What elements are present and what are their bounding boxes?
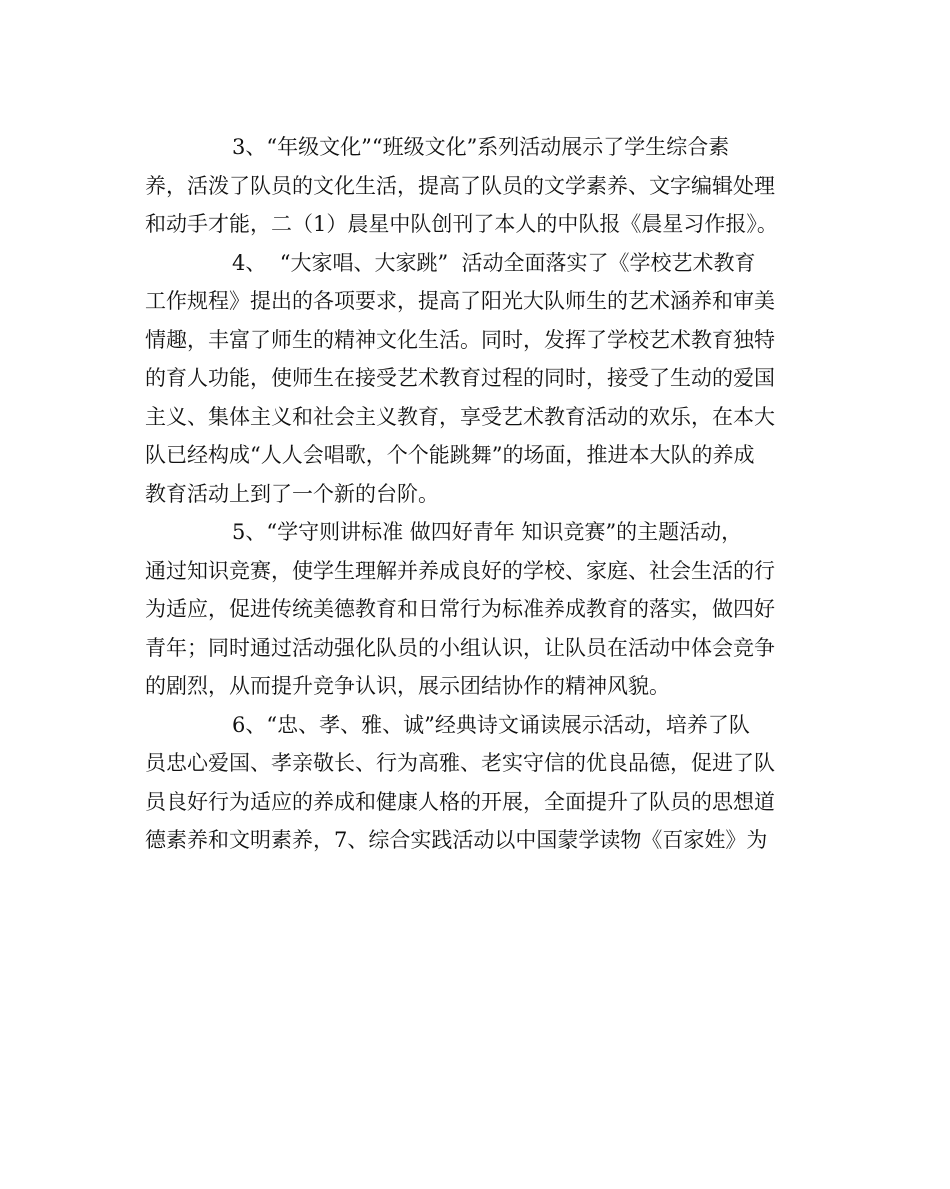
paragraph-line: 德素养和文明素养，7、综合实践活动以中国蒙学读物《百家姓》为 — [145, 828, 768, 852]
document-body — [145, 128, 805, 860]
paragraph-line: 为适应，促进传统美德教育和日常行为标准养成教育的落实，做四好 — [145, 597, 775, 621]
paragraph-line: 通过知识竞赛，使学生理解并养成良好的学校、家庭、社会生活的行 — [145, 558, 775, 583]
paragraph-line: 6、“忠、孝、雅、诚”经典诗文诵读展示活动，培养了队 — [232, 712, 750, 737]
paragraph-line: 员忠心爱国、孝亲敬长、行为高雅、老实守信的优良品德，促进了队 — [145, 751, 775, 775]
paragraph-line: 4、 “大家唱、大家跳” 活动全面落实了《学校艺术教育 — [232, 250, 756, 275]
paragraph-line: 情趣，丰富了师生的精神文化生活。同时，发挥了学校艺术教育独特 — [145, 327, 775, 352]
paragraph-line: 5、“学守则讲标准 做四好青年 知识竞赛”的主题活动， — [232, 520, 743, 544]
paragraph-line: 青年；同时通过活动强化队员的小组认识，让队员在活动中体会竞争 — [145, 635, 775, 660]
paragraph-line: 员良好行为适应的养成和健康人格的开展，全面提升了队员的思想道 — [145, 789, 775, 814]
paragraph-line: 教育活动上到了一个新的台阶。 — [145, 481, 439, 506]
paragraph-line: 工作规程》提出的各项要求，提高了阳光大队师生的艺术涵养和审美 — [145, 289, 775, 313]
paragraph-line: 养，活泼了队员的文化生活，提高了队员的文学素养、文字编辑处理 — [145, 173, 775, 198]
paragraph-line: 队已经构成“人人会唱歌，个个能跳舞”的场面，推进本大队的养成 — [145, 443, 755, 467]
paragraph-6 — [145, 706, 805, 860]
paragraph-line: 主义、集体主义和社会主义教育，享受艺术教育活动的欢乐，在本大 — [145, 404, 775, 429]
paragraph-line: 3、“年级文化”“班级文化”系列活动展示了学生综合素 — [232, 135, 730, 159]
paragraph-5 — [145, 513, 805, 706]
paragraph-4 — [145, 244, 805, 514]
paragraph-line: 和动手才能，二（1）晨星中队创刊了本人的中队报《晨星习作报》。 — [145, 212, 778, 236]
paragraph-line: 的育人功能，使师生在接受艺术教育过程的同时，接受了生动的爱国 — [145, 366, 775, 390]
paragraph-line: 的剧烈，从而提升竞争认识，展示团结协作的精神风貌。 — [145, 674, 670, 698]
paragraph-3 — [145, 128, 805, 244]
